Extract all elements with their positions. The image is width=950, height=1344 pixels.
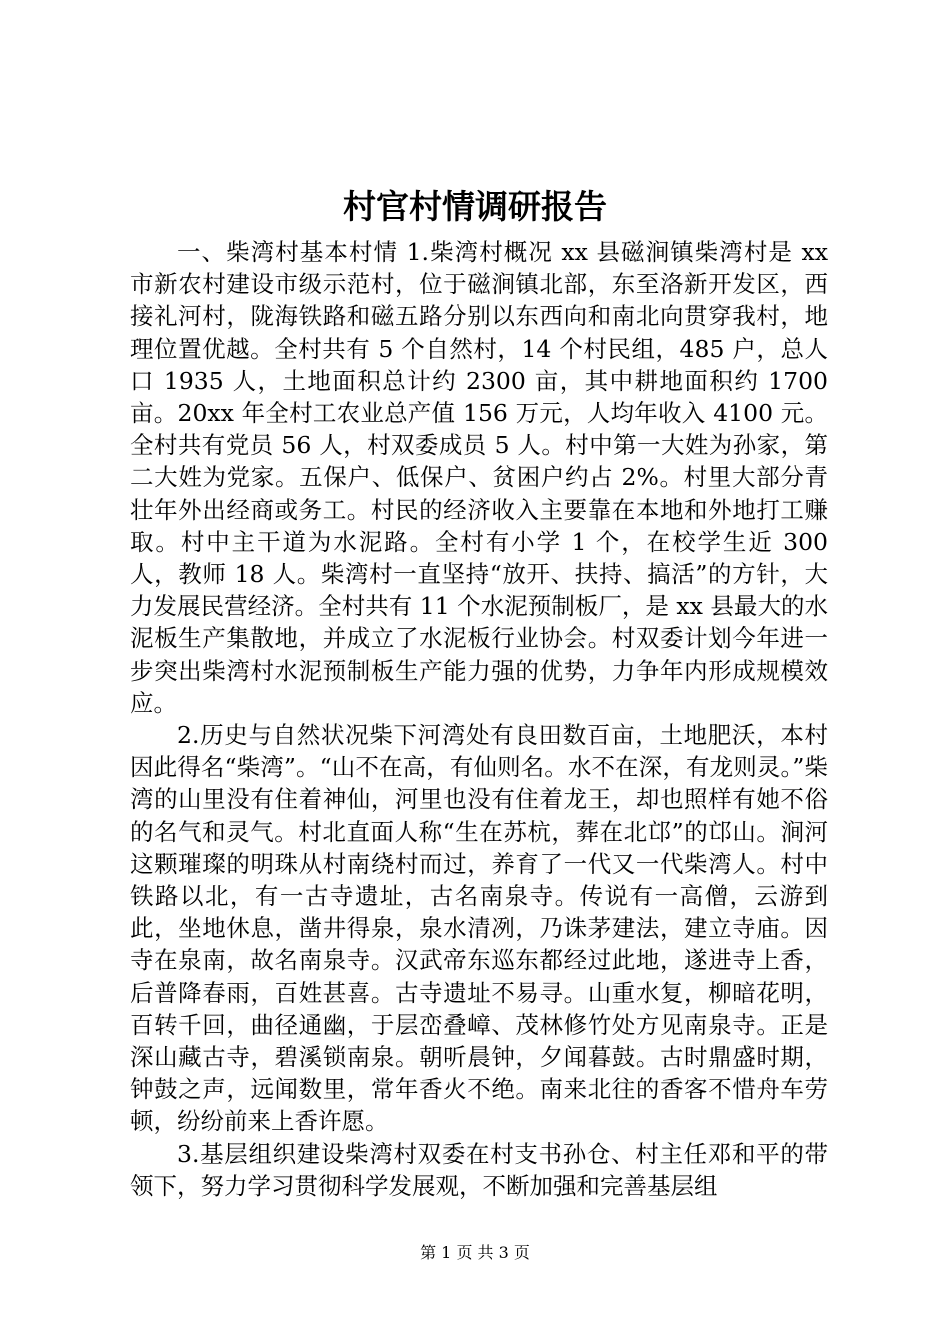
- paragraph-2: 2.历史与自然状况柴下河湾处有良田数百亩，土地肥沃，本村因此得名“柴湾”。“山不在高，有仙则名。水不在深，有龙则灵。”柴湾的山里没有住着神仙，河里也没有住着龙王，却也照样有她不俗的名气和灵气。村北直面人称“生在苏杭，葬在北邙”的邙山。涧河这颗璀璨的明珠从村南绕村而过，养育了一代又一代柴湾人。村中铁路以北，有一古寺遗址，古名南泉寺。传说有一高僧，云游到此，坐地休息，凿井得泉，泉水清冽，乃诛茅建法，建立寺庙。因寺在泉南，故名南泉寺。汉武帝东巡东都经过此地，遂进寺上香，后普降春雨，百姓甚喜。古寺遗址不易寻。山重水复，柳暗花明，百转千回，曲径通幽，于层峦叠嶂、茂林修竹处方见南泉寺。正是深山藏古寺，碧溪锁南泉。朝听晨钟，夕闻暮鼓。古时鼎盛时期，钟鼓之声，远闻数里，常年香火不绝。南来北往的香客不惜舟车劳顿，纷纷前来上香许愿。: [130, 721, 828, 1136]
- paragraph-3: 3.基层组织建设柴湾村双委在村支书孙仓、村主任邓和平的带领下，努力学习贯彻科学发展观，不断加强和完善基层组: [130, 1139, 828, 1200]
- paragraph-1: 一、柴湾村基本村情 1.柴湾村概况 xx 县磁涧镇柴湾村是 xx 市新农村建设市级示范村，位于磁涧镇北部，东至洛新开发区，西接礼河村，陇海铁路和磁五路分别以东西向和南北向贯穿我村，地理位置优越。全村共有 5 个自然村，14 个村民组，485 户，总人口 1935 人，土地面积总计约 2300 亩，其中耕地面积约 1700 亩。20xx 年全村工农业总产值 156 万元，人均年收入 4100 元。全村共有党员 56 人，村双委成员 5 人。村中第一大姓为孙家，第二大姓为党家。五保户、低保户、贫困户约占 2%。村里大部分青壮年外出经商或务工。村民的经济收入主要靠在本地和外地打工赚取。村中主干道为水泥路。全村有小学 1 个，在校学生近 300 人，教师 18 人。柴湾村一直坚持“放开、扶持、搞活”的方针，大力发展民营经济。全村共有 11 个水泥预制板厂，是 xx 县最大的水泥板生产集散地，并成立了水泥板行业协会。村双委计划今年进一步突出柴湾村水泥预制板生产能力强的优势，力争年内形成规模效应。: [130, 238, 828, 717]
- page-footer: 第 1 页 共 3 页: [420, 1243, 530, 1262]
- document-title: 村官村情调研报告: [343, 187, 607, 226]
- document-body: [130, 236, 828, 1202]
